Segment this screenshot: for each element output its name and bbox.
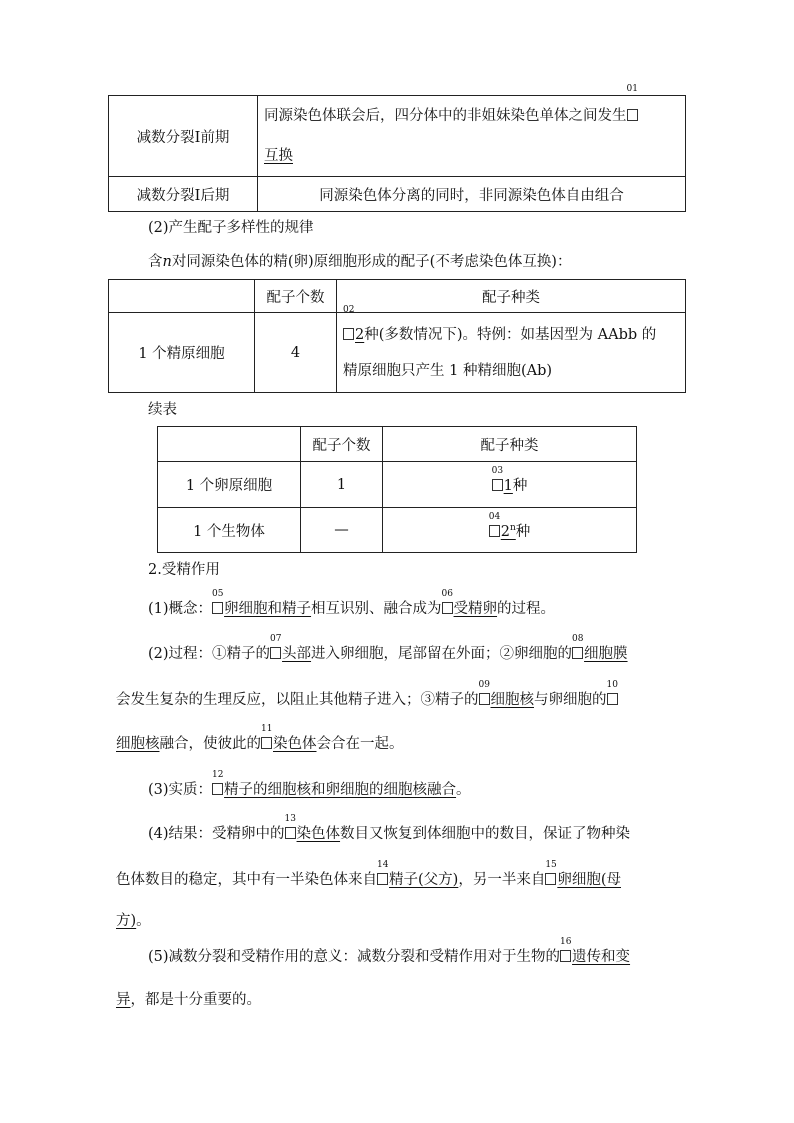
table-header: 配子种类	[337, 280, 686, 313]
blank-box-icon	[479, 693, 490, 705]
stage-description: 同源染色体联会后，四分体中的非姐妹染色单体之间发生 01 互换	[258, 96, 686, 177]
table-header	[158, 427, 301, 462]
table-header	[109, 280, 255, 313]
result-line-3: 方)。	[116, 913, 151, 929]
cell-label: 1 个精原细胞	[109, 313, 255, 393]
fertilization-heading: 2.受精作用	[148, 562, 220, 578]
stage-label: 减数分裂Ⅰ前期	[109, 96, 258, 177]
meaning-line-2: 异，都是十分重要的。	[116, 992, 261, 1008]
table-header: 配子个数	[255, 280, 337, 313]
continued-label: 续表	[148, 402, 177, 418]
answer-blank: 01	[627, 96, 639, 136]
blank-box-icon	[545, 873, 556, 885]
egg-gamete-table	[157, 426, 637, 553]
stage-label: 减数分裂Ⅰ后期	[109, 177, 258, 212]
cell-count: —	[301, 508, 383, 553]
answer-blank: 02	[343, 317, 355, 353]
blank-box-icon	[560, 950, 571, 962]
cell-count: 4	[255, 313, 337, 393]
blank-box-icon	[285, 827, 296, 839]
section-heading: (2)产生配子多样性的规律	[148, 220, 314, 236]
blank-box-icon	[489, 525, 500, 537]
blank-box-icon	[607, 693, 618, 705]
blank-box-icon	[572, 647, 583, 659]
result-line-1: (4)结果：受精卵中的 13 染色体数目又恢复到体细胞中的数目，保证了物种染	[148, 814, 631, 842]
process-line-2: 会发生复杂的生理反应，以阻止其他精子进入；③精子的 09 细胞核与卵细胞的 10	[116, 680, 618, 708]
blank-box-icon	[343, 328, 354, 340]
blank-box-icon	[212, 602, 223, 614]
sperm-gamete-table	[108, 279, 686, 393]
cell-label: 1 个卵原细胞	[158, 462, 301, 508]
blank-box-icon	[377, 873, 388, 885]
concept-line: (1)概念： 05 卵细胞和精子相互识别、融合成为 06 受精卵的过程。	[148, 589, 556, 617]
blank-box-icon	[270, 647, 281, 659]
answer-blank: 04	[489, 524, 501, 540]
meiosis-table	[108, 84, 686, 212]
cell-types: 04 2$^n$种	[383, 508, 637, 553]
blank-box-icon	[212, 783, 223, 795]
table-header: 配子种类	[383, 427, 637, 462]
meaning-line-1: (5)减数分裂和受精作用的意义：减数分裂和受精作用对于生物的 16 遗传和变	[148, 937, 631, 965]
result-line-2: 色体数目的稳定，其中有一半染色体来自 14 精子(父方)，另一半来自 15 卵细胞(母	[116, 860, 621, 888]
cell-types: 02 2种(多数情况下)。特例：如基因型为 AAbb 的 精原细胞只产生 1 种精细胞(Ab)	[337, 313, 686, 393]
essence-line: (3)实质： 12 精子的细胞核和卵细胞的细胞核融合。	[148, 770, 471, 798]
intro-text: 含n对同源染色体的精(卵)原细胞形成的配子(不考虑染色体互换)：	[148, 254, 572, 270]
cell-types: 03 1种	[383, 462, 637, 508]
blank-box-icon	[261, 737, 272, 749]
blank-box-icon	[627, 109, 638, 121]
blank-box-icon	[442, 602, 453, 614]
stage-description: 同源染色体分离的同时，非同源染色体自由组合	[258, 177, 686, 212]
blank-box-icon	[492, 479, 503, 491]
cell-count: 1	[301, 462, 383, 508]
table-header: 配子个数	[301, 427, 383, 462]
process-line-3: 细胞核融合，使彼此的 11 染色体会合在一起。	[116, 724, 404, 752]
process-line-1: (2)过程：①精子的 07 头部进入卵细胞，尾部留在外面；②卵细胞的 08 细胞膜	[148, 634, 628, 662]
cell-label: 1 个生物体	[158, 508, 301, 553]
answer-blank: 03	[492, 478, 504, 494]
